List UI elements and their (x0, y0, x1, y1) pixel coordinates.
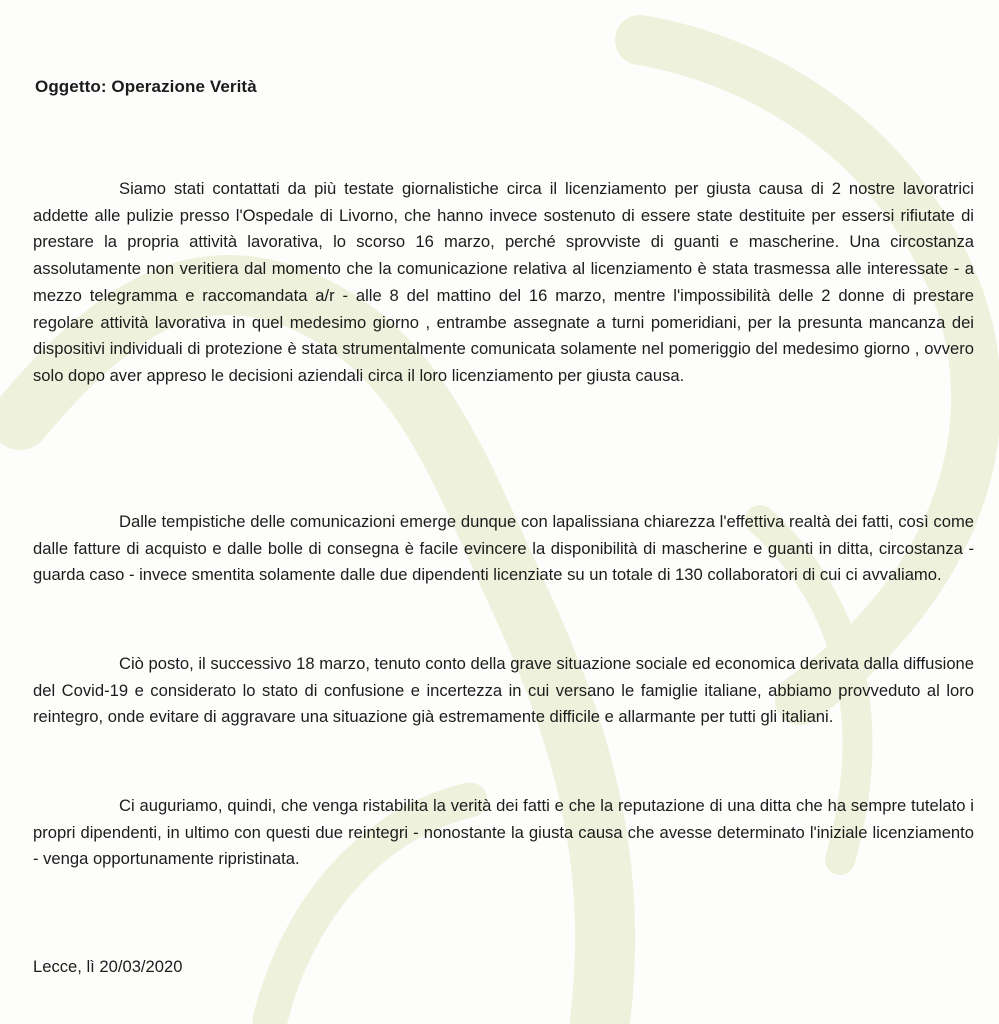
letter-paragraph: Dalle tempistiche delle comunicazioni emerge dunque con lapalissiana chiarezza l'effettiva realtà dei fatti, così come dalle fatture di acquisto e dalle bolle di consegna è facile evincere la disponibilità di mascherine e guanti in ditta, circostanza - guarda caso - invece smentita solamente dalle due dipendenti licenziate su un totale di 130 collaboratori di cui ci avvaliamo. (33, 512, 974, 585)
letter-place-date: Lecce, lì 20/03/2020 (33, 957, 183, 976)
letter-paragraph: Siamo stati contattati da più testate giornalistiche circa il licenziamento per giusta causa di 2 nostre lavoratrici addette alle pulizie presso l'Ospedale di Livorno, che hanno invece sostenuto di essere state destituite per essersi rifiutate di prestare la propria attività lavorativa, lo scorso 16 marzo, perché sprovviste di guanti e mascherine. Una circostanza assolutamente non veritiera dal momento che la comunicazione relativa al licenziamento è stata trasmessa alle interessate - a mezzo telegramma e raccomandata a/r - alle 8 del mattino del 16 marzo, mentre l'impossibilità delle 2 donne di prestare regolare attività lavorativa in quel medesimo giorno , entrambe assegnate a turni pomeridiani, per la presunta mancanza dei dispositivi individuali di protezione è stata strumentalmente comunicata solamente nel pomeriggio del medesimo giorno , ovvero solo dopo aver appreso le decisioni aziendali circa il loro licenziamento per giusta causa. (33, 179, 974, 385)
letter-subject: Oggetto: Operazione Verità (35, 77, 257, 96)
letter-paragraph: Ci auguriamo, quindi, che venga ristabilita la verità dei fatti e che la reputazione di una ditta che ha sempre tutelato i propri dipendenti, in ultimo con questi due reintegri - nonostante la giusta causa che avesse determinato l'iniziale licenziamento - venga opportunamente ripristinata. (33, 796, 974, 869)
letter-paragraph: Ciò posto, il successivo 18 marzo, tenuto conto della grave situazione sociale ed economica derivata dalla diffusione del Covid-19 e considerato lo stato di confusione e incertezza in cui versano le famiglie italiane, abbiamo provveduto al loro reintegro, onde evitare di aggravare una situazione già estremamente difficile e allarmante per tutti gli italiani. (33, 654, 974, 727)
